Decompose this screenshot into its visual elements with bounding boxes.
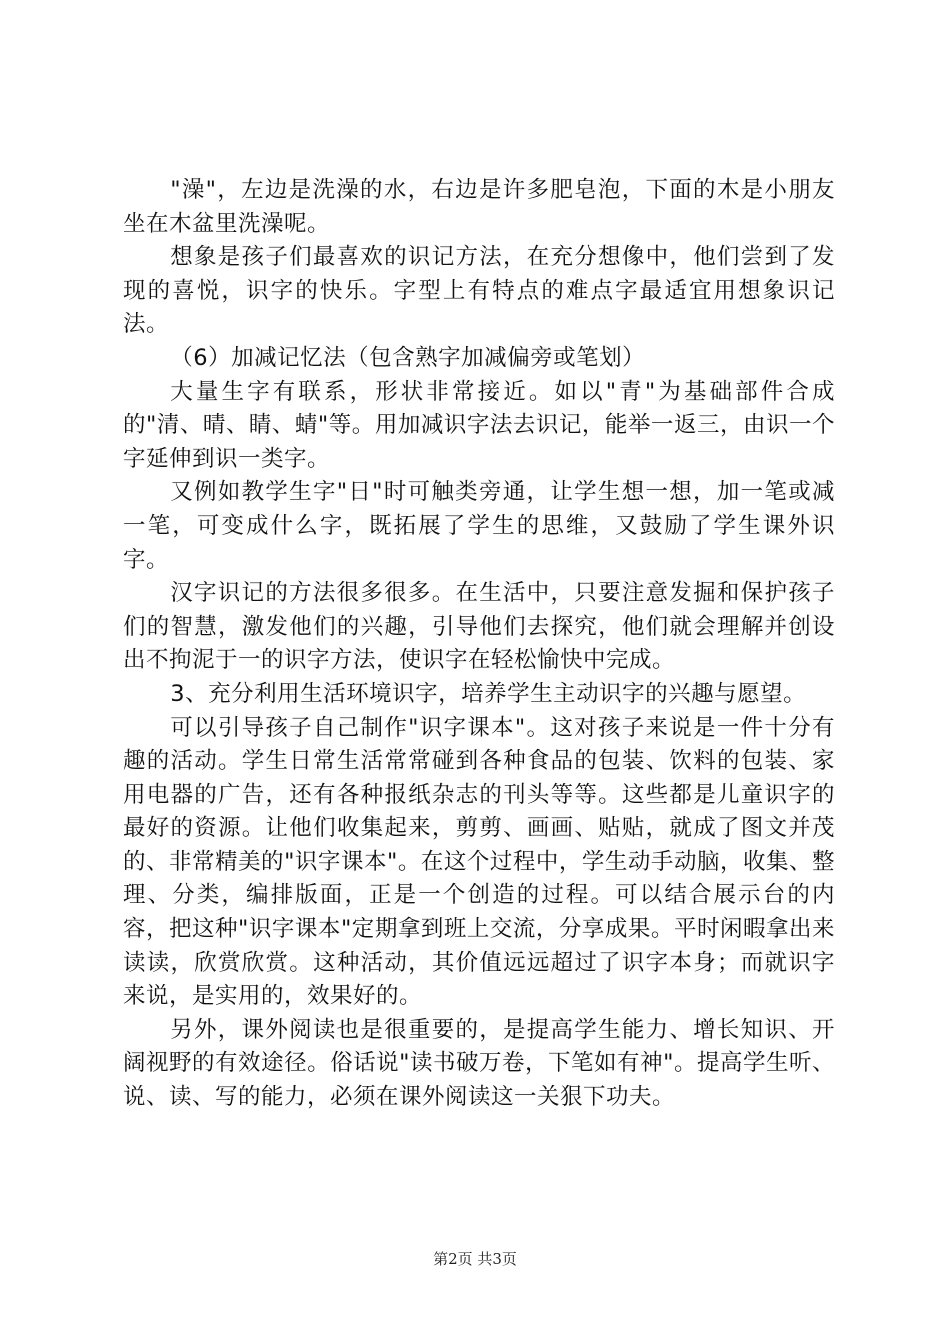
paragraph-4: 又例如教学生字"日"时可触类旁通，让学生想一想，加一笔或减一笔，可变成什么字，既拓展了学生的思维，又鼓励了学生课外识字。 — [123, 479, 835, 573]
section-heading-3: 3、充分利用生活环境识字，培养学生主动识字的兴趣与愿望。 — [170, 680, 807, 707]
paragraph-7: 另外，课外阅读也是很重要的，是提高学生能力、增长知识、开阔视野的有效途径。俗话说"读书破万卷，下笔如有神"。提高学生听、说、读、写的能力，必须在课外阅读这一关狠下功夫。 — [123, 1016, 835, 1111]
paragraph-1: "澡"，左边是洗澡的水，右边是许多肥皂泡，下面的木是小朋友坐在木盆里洗澡呢。 — [123, 177, 835, 237]
paragraph-5: 汉字识记的方法很多很多。在生活中，只要注意发掘和保护孩子们的智慧，激发他们的兴趣，引导他们去探究，他们就会理解并创设出不拘泥于一的识字方法，使识字在轻松愉快中完成。 — [123, 580, 835, 674]
page-number-footer: 第2页 共3页 — [433, 1250, 517, 1268]
section-heading-6: （6）加减记忆法（包含熟字加减偏旁或笔划） — [170, 344, 646, 371]
paragraph-6: 可以引导孩子自己制作"识字课本"。这对孩子来说是一件十分有趣的活动。学生日常生活常常碰到各种食品的包装、饮料的包装、家用电器的广告，还有各种报纸杂志的刊头等等。这些都是儿童识字的最好的资源。让他们收集起来，剪剪、画画、贴贴，就成了图文并茂的、非常精美的"识字课本"。在这个过程中，学生动手动脑，收集、整理、分类，编排版面，正是一个创造的过程。可以结合展示台的内容，把这种"识字课本"定期拿到班上交流，分享成果。平时闲暇拿出来读读，欣赏欣赏。这种活动，其价值远远超过了识字本身；而就识字来说，是实用的，效果好的。 — [123, 714, 835, 1010]
document-body — [123, 174, 835, 1115]
paragraph-2: 想象是孩子们最喜欢的识记方法，在充分想像中，他们尝到了发现的喜悦，识字的快乐。字型上有特点的难点字最适宜用想象识记法。 — [123, 244, 835, 338]
paragraph-3: 大量生字有联系，形状非常接近。如以"青"为基础部件合成的"清、晴、睛、蜻"等。用加减识字法去识记，能举一返三，由识一个字延伸到识一类字。 — [123, 378, 835, 472]
